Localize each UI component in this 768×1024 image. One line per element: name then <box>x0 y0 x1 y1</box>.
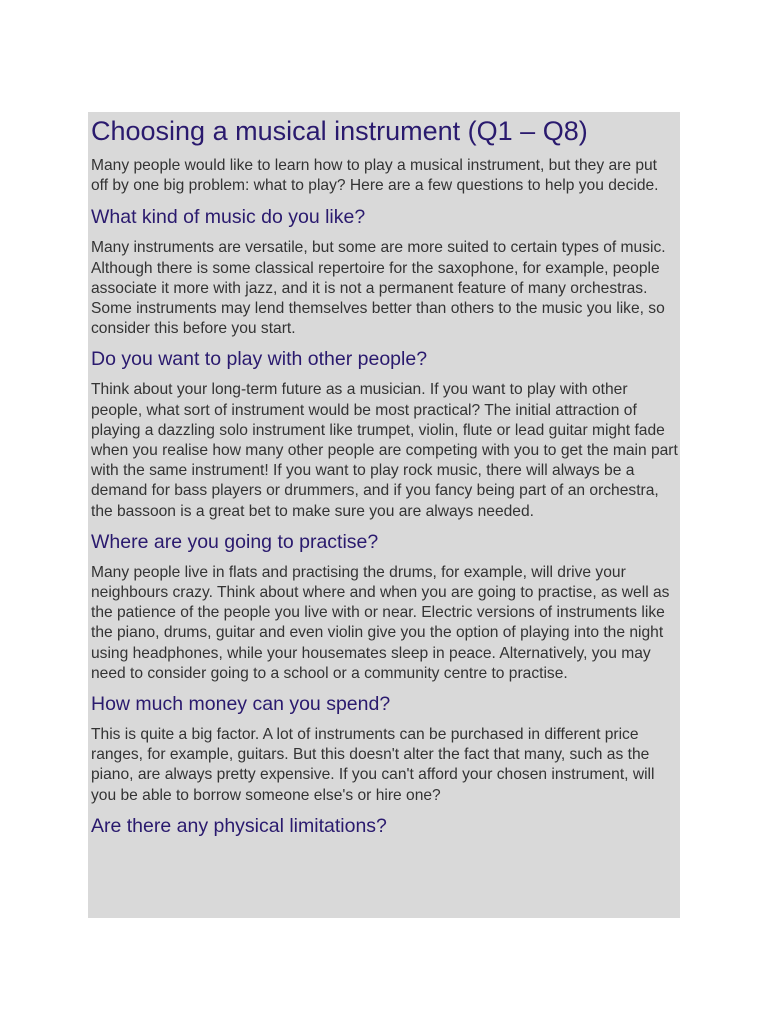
document-panel <box>88 112 680 918</box>
section-heading-play-with-others: Do you want to play with other people? <box>91 348 428 371</box>
section-body-play-with-others: Think about your long-term future as a musician. If you want to play with other people, what sort of instrument would be most practical? The initial attraction of playing a dazzling solo instrument like trumpet, violin, flute or lead guitar might fade when you realise how many other people are competing with you to get the main part with the same instrument! If you want to play rock music, there will always be a demand for bass players or drummers, and if you fancy being part of an orchestra, the bassoon is a great bet to make sure you are always needed. <box>91 381 678 520</box>
section-heading-music-taste: What kind of music do you like? <box>91 206 366 229</box>
section-heading-budget: How much money can you spend? <box>91 693 391 716</box>
section-body-budget: This is quite a big factor. A lot of instruments can be purchased in different price ranges, for example, guitars. But this doesn't alter the fact that many, such as the piano, are always pretty expensive. If you can't afford your chosen instrument, will you be able to borrow someone else's or hire one? <box>91 726 655 804</box>
section-heading-practise-location: Where are you going to practise? <box>91 530 379 553</box>
intro-paragraph: Many people would like to learn how to play a musical instrument, but they are put off by one big problem: what to play? Here are a few questions to help you decide. <box>91 157 659 195</box>
section-body-music-taste: Many instruments are versatile, but some are more suited to certain types of music. Although there is some classical repertoire for the saxophone, for example, people associate it more with jazz, and it is not a permanent feature of many orchestras. Some instruments may lend themselves better than others to the music you like, so consider this before you start. <box>91 239 666 338</box>
section-heading-physical-limitations: Are there any physical limitations? <box>91 814 387 837</box>
document-title: Choosing a musical instrument (Q1 – Q8) <box>91 116 588 146</box>
section-body-practise-location: Many people live in flats and practising the drums, for example, will drive your neighbours crazy. Think about where and when you are going to practise, as well as the patience of the people you live with or near. Electric versions of instruments like the piano, drums, guitar and even violin give you the option of playing into the night using headphones, while your housemates sleep in peace. Alternatively, you may need to consider going to a school or a community centre to practise. <box>91 563 670 682</box>
